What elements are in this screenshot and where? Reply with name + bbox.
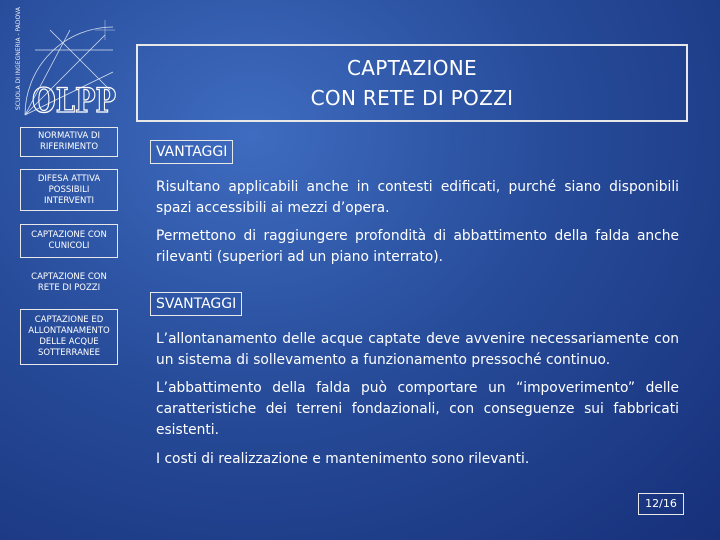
nav-label-line: POSSIBILI [48, 184, 90, 195]
nav-captazione-con-rete-di-pozzi[interactable] [20, 268, 118, 298]
nav-label-line: ALLONTANAMENTO [28, 326, 110, 336]
nav-label-line: RIFERIMENTO [39, 142, 99, 152]
svantaggi-point: L’allontanamento delle acque captate deve avvenire necessariamente con un sistema di sollevamento a funzionamento pressoché continuo. [156, 331, 679, 368]
vantaggi-label: VANTAGGI [150, 140, 233, 164]
nav-normativa-di-riferimento[interactable] [20, 127, 118, 157]
nav-captazione-ed-allontanamento[interactable] [20, 309, 118, 365]
nav-label-line: CAPTAZIONE ED [34, 315, 104, 325]
nav-label-line: CAPTAZIONE CON [31, 272, 107, 282]
logo-text: OLPP [32, 81, 116, 121]
svantaggi-point: I costi di realizzazione e mantenimento sono rilevanti. [156, 451, 530, 467]
nav-label-line: CAPTAZIONE CON [31, 230, 107, 240]
title-line-2: CON RETE DI POZZI [310, 86, 514, 110]
nav-label-line: DELLE ACQUE [39, 337, 99, 347]
page-number: 12/16 [638, 493, 684, 515]
svantaggi-point: L’abbattimento della falda può comportare un “impoverimento” delle caratteristiche dei terreni fondazionali, con conseguenze sui fabbricati esistenti. [156, 380, 679, 438]
vantaggi-point: Risultano applicabili anche in contesti edificati, purché siano disponibili spazi accessibili ai mezzi d’opera. [156, 179, 679, 216]
title-line-1: CAPTAZIONE [347, 56, 477, 80]
svantaggi-label: SVANTAGGI [150, 292, 242, 316]
nav-label-line: INTERVENTI [43, 195, 95, 206]
nav-difesa-attiva[interactable] [20, 169, 118, 211]
nav-label-line: CUNICOLI [48, 241, 90, 251]
olpp-logo [10, 7, 118, 121]
nav-label-line: RETE DI POZZI [37, 283, 101, 293]
nav-label-line: SOTTERRANEE [37, 348, 101, 358]
vantaggi-point: Permettono di raggiungere profondità di abbattimento della falda anche rilevanti (superiori ad un piano interrato). [156, 228, 679, 265]
nav-captazione-con-cunicoli[interactable] [20, 224, 118, 258]
logo-side-text: SCUOLA DI INGEGNERIA - PADOVA [15, 7, 22, 110]
nav-label-line: DIFESA ATTIVA [37, 173, 101, 184]
nav-label-line: NORMATIVA DI [38, 131, 100, 141]
slide-title [136, 44, 688, 122]
